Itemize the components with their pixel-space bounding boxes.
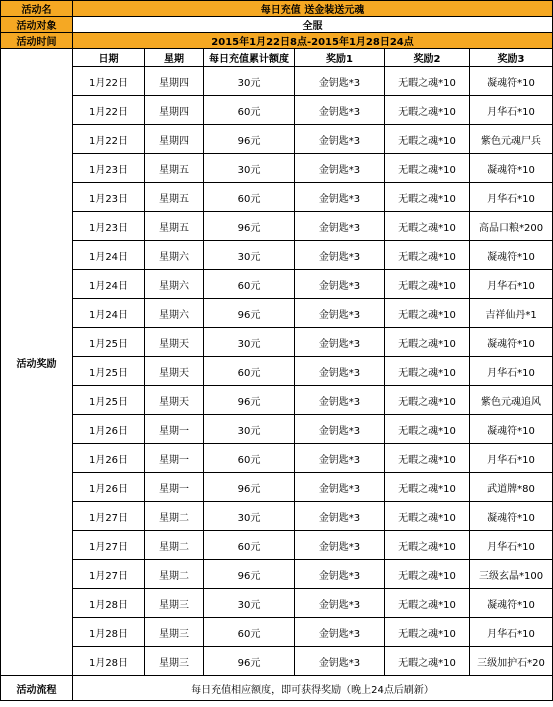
cell-amount: 60元 — [204, 96, 295, 125]
cell-reward3: 紫色元魂尸兵 — [470, 125, 553, 154]
table-row — [1, 415, 553, 444]
cell-date: 1月23日 — [73, 183, 145, 212]
table-row — [1, 125, 553, 154]
cell-amount: 30元 — [204, 589, 295, 618]
cell-reward3: 凝魂符*10 — [470, 589, 553, 618]
cell-amount: 60元 — [204, 618, 295, 647]
event-flow-label: 活动流程 — [1, 676, 73, 701]
cell-reward3: 凝魂符*10 — [470, 502, 553, 531]
cell-amount: 30元 — [204, 154, 295, 183]
cell-reward2: 无暇之魂*10 — [385, 67, 470, 96]
cell-reward3: 凝魂符*10 — [470, 328, 553, 357]
table-row — [1, 357, 553, 386]
cell-reward1: 金钥匙*3 — [295, 270, 385, 299]
cell-reward3: 凝魂符*10 — [470, 241, 553, 270]
table-row — [1, 589, 553, 618]
cell-reward1: 金钥匙*3 — [295, 444, 385, 473]
cell-reward1: 金钥匙*3 — [295, 96, 385, 125]
cell-reward2: 无暇之魂*10 — [385, 444, 470, 473]
cell-reward2: 无暇之魂*10 — [385, 502, 470, 531]
cell-amount: 60元 — [204, 270, 295, 299]
cell-reward2: 无暇之魂*10 — [385, 560, 470, 589]
table-row — [1, 618, 553, 647]
cell-weekday: 星期一 — [145, 444, 204, 473]
header-date: 日期 — [73, 49, 145, 67]
cell-reward2: 无暇之魂*10 — [385, 647, 470, 676]
table-row — [1, 560, 553, 589]
cell-weekday: 星期天 — [145, 386, 204, 415]
table-row — [1, 154, 553, 183]
cell-weekday: 星期五 — [145, 212, 204, 241]
cell-weekday: 星期六 — [145, 241, 204, 270]
cell-reward1: 金钥匙*3 — [295, 647, 385, 676]
cell-weekday: 星期六 — [145, 270, 204, 299]
table-row — [1, 647, 553, 676]
cell-weekday: 星期一 — [145, 415, 204, 444]
header-amount: 每日充值累计额度 — [204, 49, 295, 67]
cell-weekday: 星期二 — [145, 560, 204, 589]
cell-reward1: 金钥匙*3 — [295, 386, 385, 415]
cell-reward3: 月华石*10 — [470, 270, 553, 299]
cell-date: 1月28日 — [73, 618, 145, 647]
cell-reward3: 吉祥仙丹*1 — [470, 299, 553, 328]
event-time-value: 2015年1月22日8点-2015年1月28日24点 — [73, 33, 553, 49]
cell-date: 1月23日 — [73, 154, 145, 183]
cell-reward1: 金钥匙*3 — [295, 415, 385, 444]
cell-date: 1月25日 — [73, 357, 145, 386]
table-row — [1, 531, 553, 560]
cell-amount: 96元 — [204, 386, 295, 415]
cell-date: 1月25日 — [73, 386, 145, 415]
cell-reward2: 无暇之魂*10 — [385, 183, 470, 212]
cell-date: 1月28日 — [73, 647, 145, 676]
cell-reward1: 金钥匙*3 — [295, 502, 385, 531]
cell-weekday: 星期天 — [145, 328, 204, 357]
cell-reward2: 无暇之魂*10 — [385, 473, 470, 502]
cell-reward3: 凝魂符*10 — [470, 67, 553, 96]
cell-reward1: 金钥匙*3 — [295, 67, 385, 96]
cell-reward3: 凝魂符*10 — [470, 154, 553, 183]
cell-reward1: 金钥匙*3 — [295, 212, 385, 241]
cell-amount: 30元 — [204, 502, 295, 531]
cell-reward3: 三级加护石*20 — [470, 647, 553, 676]
table-row — [1, 241, 553, 270]
event-target-value: 全服 — [73, 17, 553, 33]
cell-reward3: 武道牌*80 — [470, 473, 553, 502]
cell-reward1: 金钥匙*3 — [295, 531, 385, 560]
cell-amount: 96元 — [204, 299, 295, 328]
cell-reward3: 紫色元魂追风 — [470, 386, 553, 415]
cell-reward1: 金钥匙*3 — [295, 473, 385, 502]
cell-date: 1月27日 — [73, 531, 145, 560]
cell-reward2: 无暇之魂*10 — [385, 241, 470, 270]
event-time-label: 活动时间 — [1, 33, 73, 49]
cell-weekday: 星期四 — [145, 125, 204, 154]
cell-reward1: 金钥匙*3 — [295, 560, 385, 589]
cell-date: 1月24日 — [73, 270, 145, 299]
header-reward1: 奖励1 — [295, 49, 385, 67]
cell-reward1: 金钥匙*3 — [295, 618, 385, 647]
cell-reward1: 金钥匙*3 — [295, 328, 385, 357]
cell-amount: 30元 — [204, 415, 295, 444]
reward-section-label: 活动奖励 — [1, 49, 73, 676]
cell-reward3: 月华石*10 — [470, 444, 553, 473]
cell-weekday: 星期四 — [145, 67, 204, 96]
cell-weekday: 星期五 — [145, 183, 204, 212]
cell-date: 1月25日 — [73, 328, 145, 357]
cell-amount: 30元 — [204, 328, 295, 357]
table-row — [1, 270, 553, 299]
event-name-label: 活动名 — [1, 1, 73, 17]
event-name-row — [1, 1, 553, 17]
cell-reward2: 无暇之魂*10 — [385, 212, 470, 241]
cell-date: 1月27日 — [73, 502, 145, 531]
cell-weekday: 星期三 — [145, 647, 204, 676]
header-weekday: 星期 — [145, 49, 204, 67]
cell-date: 1月23日 — [73, 212, 145, 241]
table-row — [1, 328, 553, 357]
cell-reward2: 无暇之魂*10 — [385, 154, 470, 183]
cell-weekday: 星期五 — [145, 154, 204, 183]
cell-weekday: 星期四 — [145, 96, 204, 125]
header-reward2: 奖励2 — [385, 49, 470, 67]
cell-reward2: 无暇之魂*10 — [385, 299, 470, 328]
cell-date: 1月22日 — [73, 125, 145, 154]
cell-weekday: 星期三 — [145, 589, 204, 618]
cell-amount: 96元 — [204, 560, 295, 589]
cell-weekday: 星期天 — [145, 357, 204, 386]
cell-amount: 60元 — [204, 531, 295, 560]
cell-amount: 96元 — [204, 647, 295, 676]
cell-reward3: 月华石*10 — [470, 531, 553, 560]
cell-reward3: 三级玄晶*100 — [470, 560, 553, 589]
cell-reward3: 月华石*10 — [470, 96, 553, 125]
cell-reward2: 无暇之魂*10 — [385, 415, 470, 444]
cell-weekday: 星期六 — [145, 299, 204, 328]
event-name-value: 每日充值 送金装送元魂 — [73, 1, 553, 17]
cell-date: 1月22日 — [73, 67, 145, 96]
cell-reward1: 金钥匙*3 — [295, 241, 385, 270]
table-row — [1, 473, 553, 502]
cell-reward2: 无暇之魂*10 — [385, 386, 470, 415]
event-flow-row — [1, 676, 553, 701]
table-row — [1, 183, 553, 212]
cell-amount: 96元 — [204, 125, 295, 154]
cell-amount: 60元 — [204, 444, 295, 473]
table-row — [1, 212, 553, 241]
cell-date: 1月24日 — [73, 299, 145, 328]
cell-weekday: 星期一 — [145, 473, 204, 502]
cell-reward2: 无暇之魂*10 — [385, 270, 470, 299]
table-row — [1, 299, 553, 328]
cell-amount: 96元 — [204, 473, 295, 502]
cell-date: 1月26日 — [73, 444, 145, 473]
header-reward3: 奖励3 — [470, 49, 553, 67]
cell-amount: 60元 — [204, 183, 295, 212]
table-row — [1, 96, 553, 125]
event-target-label: 活动对象 — [1, 17, 73, 33]
cell-reward3: 月华石*10 — [470, 618, 553, 647]
cell-date: 1月26日 — [73, 415, 145, 444]
table-row — [1, 444, 553, 473]
cell-reward2: 无暇之魂*10 — [385, 357, 470, 386]
cell-reward1: 金钥匙*3 — [295, 154, 385, 183]
cell-reward1: 金钥匙*3 — [295, 589, 385, 618]
event-target-row — [1, 17, 553, 33]
cell-weekday: 星期三 — [145, 618, 204, 647]
event-time-row — [1, 33, 553, 49]
cell-reward3: 月华石*10 — [470, 183, 553, 212]
cell-reward2: 无暇之魂*10 — [385, 328, 470, 357]
event-flow-text: 每日充值相应额度，即可获得奖励（晚上24点后刷新） — [73, 676, 553, 701]
cell-amount: 96元 — [204, 212, 295, 241]
cell-reward2: 无暇之魂*10 — [385, 618, 470, 647]
cell-amount: 30元 — [204, 241, 295, 270]
cell-date: 1月24日 — [73, 241, 145, 270]
cell-reward1: 金钥匙*3 — [295, 183, 385, 212]
reward-header-row — [1, 49, 553, 67]
cell-reward1: 金钥匙*3 — [295, 125, 385, 154]
cell-date: 1月26日 — [73, 473, 145, 502]
cell-reward1: 金钥匙*3 — [295, 299, 385, 328]
table-row — [1, 386, 553, 415]
cell-reward3: 月华石*10 — [470, 357, 553, 386]
cell-weekday: 星期二 — [145, 502, 204, 531]
cell-date: 1月22日 — [73, 96, 145, 125]
cell-amount: 60元 — [204, 357, 295, 386]
cell-amount: 30元 — [204, 67, 295, 96]
cell-reward2: 无暇之魂*10 — [385, 125, 470, 154]
cell-reward3: 高品口粮*200 — [470, 212, 553, 241]
table-row — [1, 502, 553, 531]
cell-reward2: 无暇之魂*10 — [385, 96, 470, 125]
table-row — [1, 67, 553, 96]
cell-date: 1月28日 — [73, 589, 145, 618]
cell-reward3: 凝魂符*10 — [470, 415, 553, 444]
cell-reward2: 无暇之魂*10 — [385, 589, 470, 618]
cell-weekday: 星期二 — [145, 531, 204, 560]
cell-reward2: 无暇之魂*10 — [385, 531, 470, 560]
cell-reward1: 金钥匙*3 — [295, 357, 385, 386]
cell-date: 1月27日 — [73, 560, 145, 589]
